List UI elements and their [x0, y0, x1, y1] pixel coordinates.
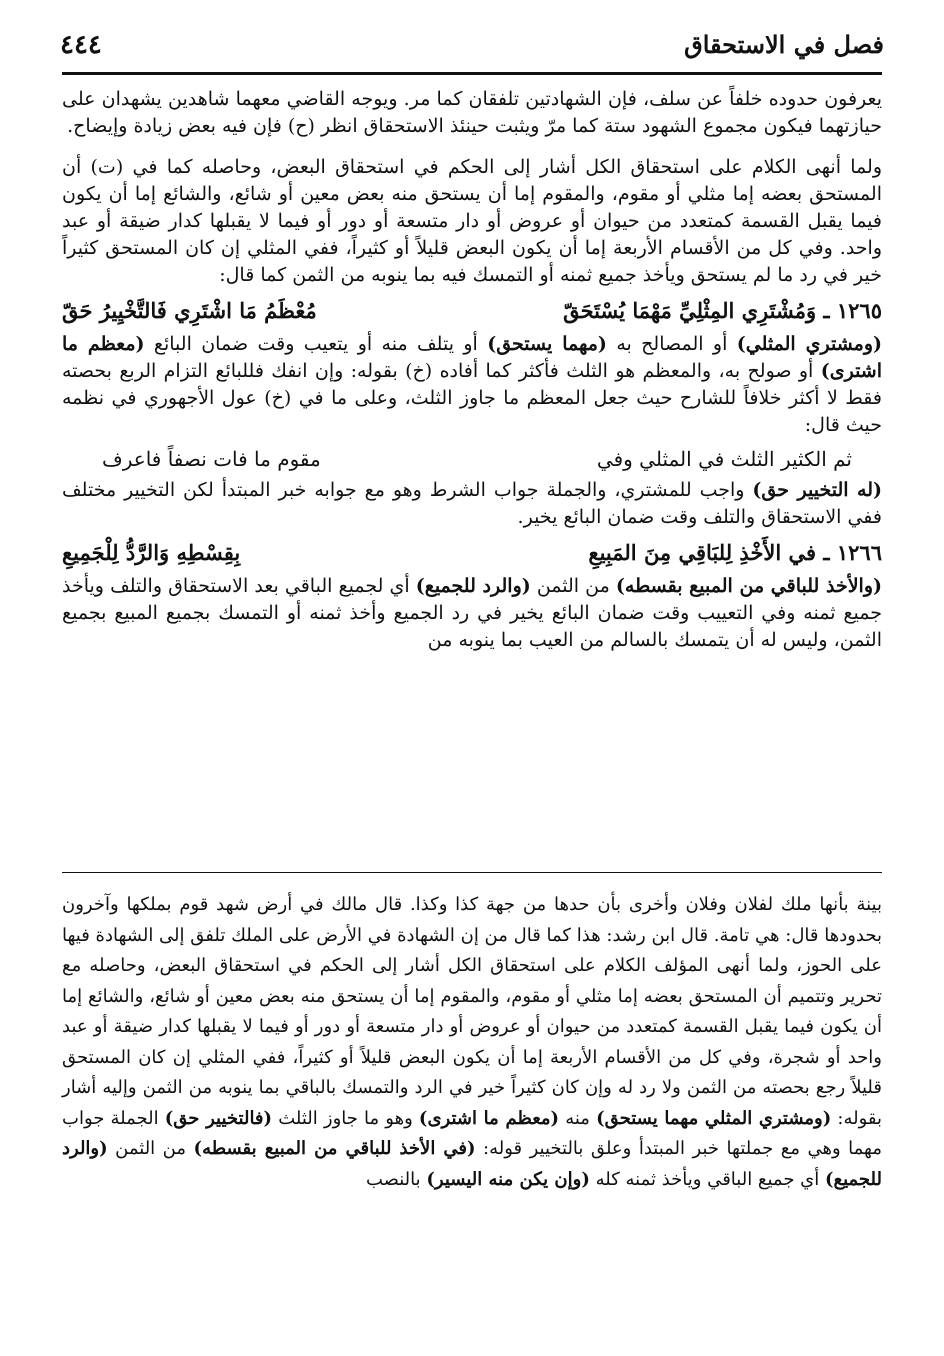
paragraph-1: يعرفون حدوده خلفاً عن سلف، فإن الشهادتين تلفقان كما مر. ويوجه القاضي معهما شاهدين يشهدان على حيازتهما فيكون مجموع الشهود ستة كما مرّ ويثبت حينئذ الاستحقاق انظر (ح) فإن فيه بعض زيادة وإيضاح. [62, 88, 882, 137]
footnote-paragraph: بينة بأنها ملك لفلان وفلان وأخرى بأن حدها من جهة كذا وكذا. قال مالك في أرض شهد قوم بملكها وآخرون بحدودها قال: هي تامة. قال ابن رشد: هذا كما قال من إن الشهادة في الأرض على الملك تلفق إلى الشهادة فيها على الحوز، ولما أنهى المؤلف الكلام على استحقاق الكل أشار إلى الحكم في استحقاق البعض، وحاصله مع تحرير وتتميم أن المستحق بعضه إما مثلي أو مقوم، والمقوم إما أن يستحق منه بعض معين أو شائع، والشائع إما أن يكون فيما يقبل القسمة كمتعدد من حيوان أو عروض أو دار متسعة أو دور أو فيما لا يقبلها كدار ضيقة أو عبد واحد أو شجرة، وفي كل من الأقسام الأربعة إما أن يكون البعض قليلاً أو كثيراً، ففي المثلي إن كان المستحق قليلاً رجع بحصته من الثمن ولا رد له وإن كان كثيراً خير في الرد والتمسك بالباقي بما ينوبه من الثمن وإليه أشار بقوله: (ومشتري المثلي مهما يستحق) منه (معظم ما اشترى) وهو ما جاوز الثلث (فالتخيير حق) الجملة جواب مهما وهي مع جملتها خبر المبتدأ وعلق بالتخيير قوله: (في الأخذ للباقي من المبيع بقسطه) من الثمن (والرد للجميع) أي جميع الباقي ويأخذ ثمنه كله (وإن يكن منه اليسير) بالنصب [62, 894, 883, 1190]
keyword: (معظم ما اشترى) [418, 1107, 560, 1129]
keyword: (والرد للجميع) [62, 1138, 882, 1190]
commentary-1265: (ومشتري المثلي) أو المصالح به (مهما يستحق) أو يتلف منه أو يتعيب وقت ضمان البائع (معظم ما اشترى) أو صولح به، والمعظم هو الثلث فأكثر كما أفاده (خ) بقوله: وإن انفك فللبائع التزام الربع بحصته فقط لا أكثر خلافاً للشارح حيث جعل المعظم ما جاوز الثلث، وعلى ما في (خ) عول الأجهوري في نظمه حيث قال: [62, 333, 882, 436]
verse-hemistich-1: ١٢٦٦ ـ في الأَخْذِ لِلبَاقِي مِنَ المَبِيعِ [588, 540, 882, 565]
commentary-continued: (له التخيير حق) واجب للمشتري، والجملة جواب الشرط وهو مع جوابه خبر المبتدأ لكن التخيير مختلف ففي الاستحقاق والتلف وقت ضمان البائع يخير. [62, 479, 882, 528]
verse-1265 [62, 295, 882, 327]
header-rule [62, 72, 882, 75]
keyword: (فالتخيير حق) [164, 1107, 273, 1129]
paragraph-2: ولما أنهى الكلام على استحقاق الكل أشار إلى الحكم في استحقاق البعض، وحاصله كما في (ت) أن المستحق بعضه إما مثلي أو مقوم، والمقوم إما أن يستحق منه بعض معين أو شائع، والشائع إما أن يكون فيما يقبل القسمة كمتعدد من حيوان أو عروض أو دار متسعة أو دور أو فيما لا يقبلها كدار ضيقة أو عبد واحد. وفي كل من الأقسام الأربعة إما أن يكون البعض قليلاً أو كثيراً، ففي المثلي إن كان المستحق كثيراً خير في رد ما لم يستحق ويأخذ جميع ثمنه أو التمسك فيه بما ينوبه من الثمن كما قال: [62, 156, 882, 286]
commentary-1266: (والأخذ للباقي من المبيع بقسطه) من الثمن (والرد للجميع) أي لجميع الباقي بعد الاستحقاق والتلف ويأخذ جميع ثمنه وفي التعييب وقت ضمان البائع يخير في رد الجميع وأخذ ثمنه أو التمسك بجميع المبيع بجميع الثمن، وليس له أن يتمسك بالسالم من العيب بما ينوبه من [62, 575, 882, 651]
verse-hemistich-1: ١٢٦٥ ـ وَمُشْتَرِي المِثْلِيِّ مَهْمَا يُسْتَحَقّ [563, 298, 882, 323]
keyword: (والأخذ للباقي من المبيع بقسطه) [615, 575, 882, 597]
keyword: (له التخيير حق) [752, 479, 882, 501]
quoted-verse [62, 443, 882, 475]
keyword: (معظم ما اشترى) [62, 333, 882, 382]
keyword: (مهما يستحق) [487, 333, 607, 355]
keyword: (والرد للجميع) [415, 575, 531, 597]
keyword: (وإن يكن منه اليسير) [426, 1168, 590, 1190]
running-title: فصل في الاستحقاق [684, 30, 884, 59]
footnote-rule [62, 872, 882, 873]
quote-hemistich-1: ثم الكثير الثلث في المثلي وفي [596, 447, 852, 471]
page-header [60, 30, 884, 66]
verse-1266 [62, 537, 882, 569]
keyword: (ومشتري المثلي مهما يستحق) [596, 1107, 832, 1129]
main-text [62, 86, 882, 654]
quote-hemistich-2: مقوم ما فات نصفاً فاعرف [102, 447, 321, 471]
verse-hemistich-2: بِقِسْطِهِ وَالرَّدُّ لِلْجَمِيعِ [62, 540, 241, 565]
verse-hemistich-2: مُعْظَمُ مَا اشْتَرِي فَالتَّخْيِيرُ حَقّ [62, 298, 317, 323]
keyword: (ومشتري المثلي) [736, 333, 882, 355]
footnote-text [62, 890, 882, 1195]
page-number: ٤٤٤ [60, 30, 102, 60]
keyword: (في الأخذ للباقي من المبيع بقسطه) [193, 1138, 476, 1159]
